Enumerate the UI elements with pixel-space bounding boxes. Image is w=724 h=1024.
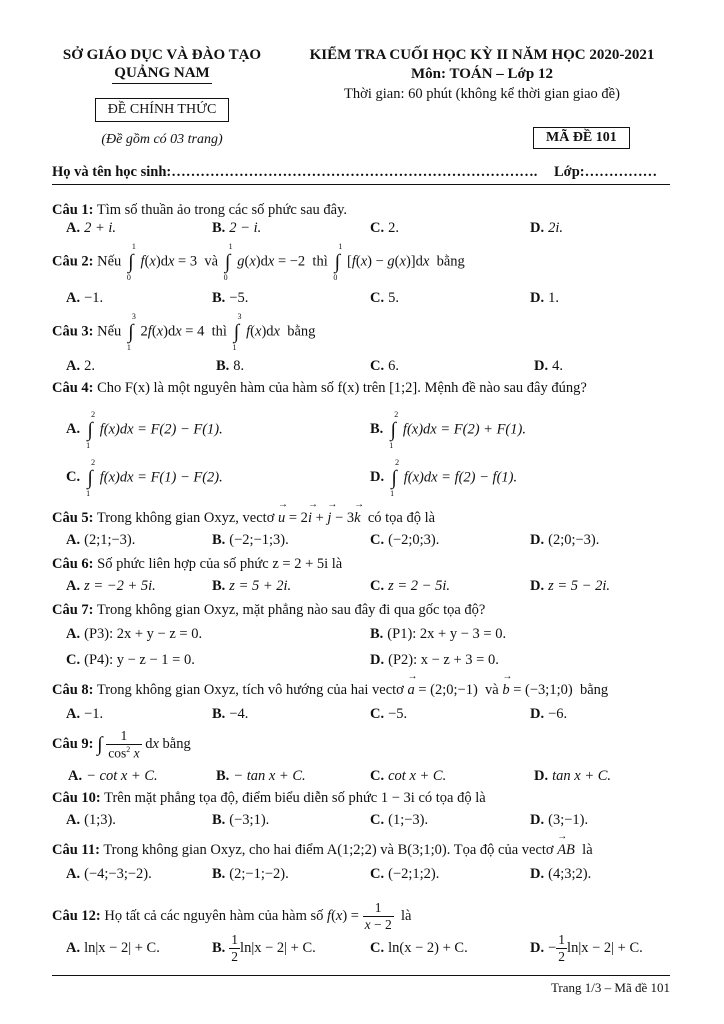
option-c[interactable]: C. (1;−3). [370,812,429,828]
option-b[interactable]: B. 8. [216,358,245,374]
header-exam-info [282,46,682,104]
page-footer: Trang 1/3 – Mã đề 101 [550,980,670,995]
option-d[interactable]: D. 4. [534,358,563,374]
option-c[interactable]: C. 6. [370,358,399,374]
option-a[interactable]: A. z = −2 + 5i. [66,578,156,594]
option-d[interactable]: D. 1. [530,290,559,306]
option-c[interactable]: C. ∫ 2 1 f(x)dx = F(1) − F(2). [66,458,223,498]
option-d[interactable]: D. (4;3;2). [530,866,592,882]
option-c[interactable]: C. cot x + C. [370,768,447,784]
option-b[interactable]: B. $\frac{1}{2}$ ln|x − 2| + C. [212,932,316,964]
option-a[interactable]: A. (P3): 2x + y − z = 0. [66,626,203,642]
option-d[interactable]: D. − $\frac{1}{2}$ ln|x − 2| + C. [530,932,643,964]
option-a[interactable]: A. 2. [66,358,95,374]
integral-sign: ∫ 3 1 [126,312,136,352]
option-a[interactable]: A. (−4;−3;−2). [66,866,152,882]
option-c[interactable]: C. (P4): y − z − 1 = 0. [66,652,195,668]
question-10: Câu 10: Trên mặt phẳng tọa độ, điểm biểu diễn số phức 1 − 3i có tọa độ là [52,790,486,806]
exam-subject: Môn: TOÁN – Lớp 12 [411,66,553,82]
option-c[interactable]: C. 5. [370,290,399,306]
student-info-line [52,164,670,181]
integral-sign: ∫ 1 0 [223,242,233,282]
option-c[interactable]: C. (−2;1;2). [370,866,440,882]
option-c[interactable]: C. z = 2 − 5i. [370,578,450,594]
question-4: Câu 4: Cho F(x) là một nguyên hàm của hàm số f(x) trên [1;2]. Mệnh đề nào sau đây đúng? [52,380,587,396]
option-c[interactable]: C. 2. [370,220,399,236]
question-8: Câu 8: Trong không gian Oxyz, tích vô hướng của hai vectơ → a = (2;0;−1) và → b = (−3;1;0) bằng [52,682,608,699]
option-a[interactable]: A. (1;3). [66,812,116,828]
option-a[interactable]: A. ln|x − 2| + C. [66,940,160,956]
question-7: Câu 7: Trong không gian Oxyz, mặt phẳng nào sau đây đi qua gốc tọa độ? [52,602,486,618]
student-class-label: Lớp:…………… [554,164,658,180]
option-b[interactable]: B. − tan x + C. [216,768,306,784]
option-b[interactable]: B. (2;−1;−2). [212,866,289,882]
option-a[interactable]: A. 2 + i. [66,220,117,236]
question-2: Câu 2: Nếu ∫ 1 0 f(x)dx = 3 và ∫ 1 0 g(x)dx = −2 thì ∫ 1 0 [f(x) − g(x)]dx bằng [52,242,465,282]
header-organization [52,46,272,148]
option-c[interactable]: C. (−2;0;3). [370,532,440,548]
question-11: Câu 11: Trong không gian Oxyz, cho hai điểm A(1;2;2) và B(3;1;0). Tọa độ của vectơ → AB là [52,842,593,859]
option-b[interactable]: B. (P1): 2x + y − 3 = 0. [370,626,507,642]
question-6: Câu 6: Số phức liên hợp của số phức z = 2 + 5i là [52,556,343,572]
fraction: $\frac{1}{\cos^2 x}$ [108,728,140,761]
question-12: Câu 12: Họ tất cả các nguyên hàm của hàm số f(x) = $\frac{1}{x - 2}$ là [52,900,412,932]
option-d[interactable]: D. tan x + C. [534,768,612,784]
option-c[interactable]: C. ln(x − 2) + C. [370,940,468,956]
option-c[interactable]: C. −5. [370,706,408,722]
option-d[interactable]: D. −6. [530,706,568,722]
official-badge: ĐỀ CHÍNH THỨC [95,98,230,122]
option-b[interactable]: B. (−3;1). [212,812,270,828]
option-d[interactable]: D. ∫ 2 1 f(x)dx = f(2) − f(1). [370,458,518,498]
footer-divider [52,975,670,976]
option-d[interactable]: D. z = 5 − 2i. [530,578,610,594]
integral-sign: ∫ 1 0 [333,242,343,282]
option-b[interactable]: B. z = 5 + 2i. [212,578,292,594]
option-b[interactable]: B. (−2;−1;3). [212,532,289,548]
option-d[interactable]: D. (3;−1). [530,812,589,828]
question-3: Câu 3: Nếu ∫ 3 1 2f(x)dx = 4 thì ∫ 3 1 f(x)dx bằng [52,312,316,352]
org-line-1: SỞ GIÁO DỤC VÀ ĐÀO TẠO [62,47,262,63]
question-9: Câu 9: ∫ $\frac{1}{\cos^2 x}$ dx bằng [52,728,191,761]
pages-note: (Đề gồm có 03 trang) [101,132,223,147]
option-a[interactable]: A. −1. [66,290,104,306]
option-d[interactable]: D. 2i. [530,220,564,236]
option-b[interactable]: B. −5. [212,290,249,306]
exam-title: KIỂM TRA CUỐI HỌC KỲ II NĂM HỌC 2020-2021 [309,47,655,63]
org-line-2: QUẢNG NAM [112,64,211,84]
fraction: $\frac{1}{x - 2}$ [364,900,392,932]
option-b[interactable]: B. 2 − i. [212,220,262,236]
integral-sign: ∫ 1 0 [126,242,136,282]
question-5: Câu 5: Trong không gian Oxyz, vectơ → u = 2→ i + → j − 3→ k có tọa độ là [52,510,435,527]
option-a[interactable]: A. ∫ 2 1 f(x)dx = F(2) − F(1). [66,410,223,450]
option-a[interactable]: A. (2;1;−3). [66,532,136,548]
option-a[interactable]: A. −1. [66,706,104,722]
question-text: Tìm số thuần ảo trong các số phức sau đây. [96,202,348,218]
option-a[interactable]: A. − cot x + C. [68,768,158,784]
question-1 [52,202,347,219]
exam-time: Thời gian: 60 phút (không kể thời gian giao đề) [344,86,620,102]
option-b[interactable]: B. −4. [212,706,249,722]
option-d[interactable]: D. (2;0;−3). [530,532,600,548]
student-name-label: Họ và tên học sinh:…………………………………………………………………. [52,164,538,180]
integral-sign: ∫ 3 1 [232,312,242,352]
question-label: Câu 1: [52,202,94,218]
option-d[interactable]: D. (P2): x − z + 3 = 0. [370,652,499,668]
header-divider [52,184,670,185]
exam-code-badge: MÃ ĐỀ 101 [533,127,630,149]
option-b[interactable]: B. ∫ 2 1 f(x)dx = F(2) + F(1). [370,410,526,450]
